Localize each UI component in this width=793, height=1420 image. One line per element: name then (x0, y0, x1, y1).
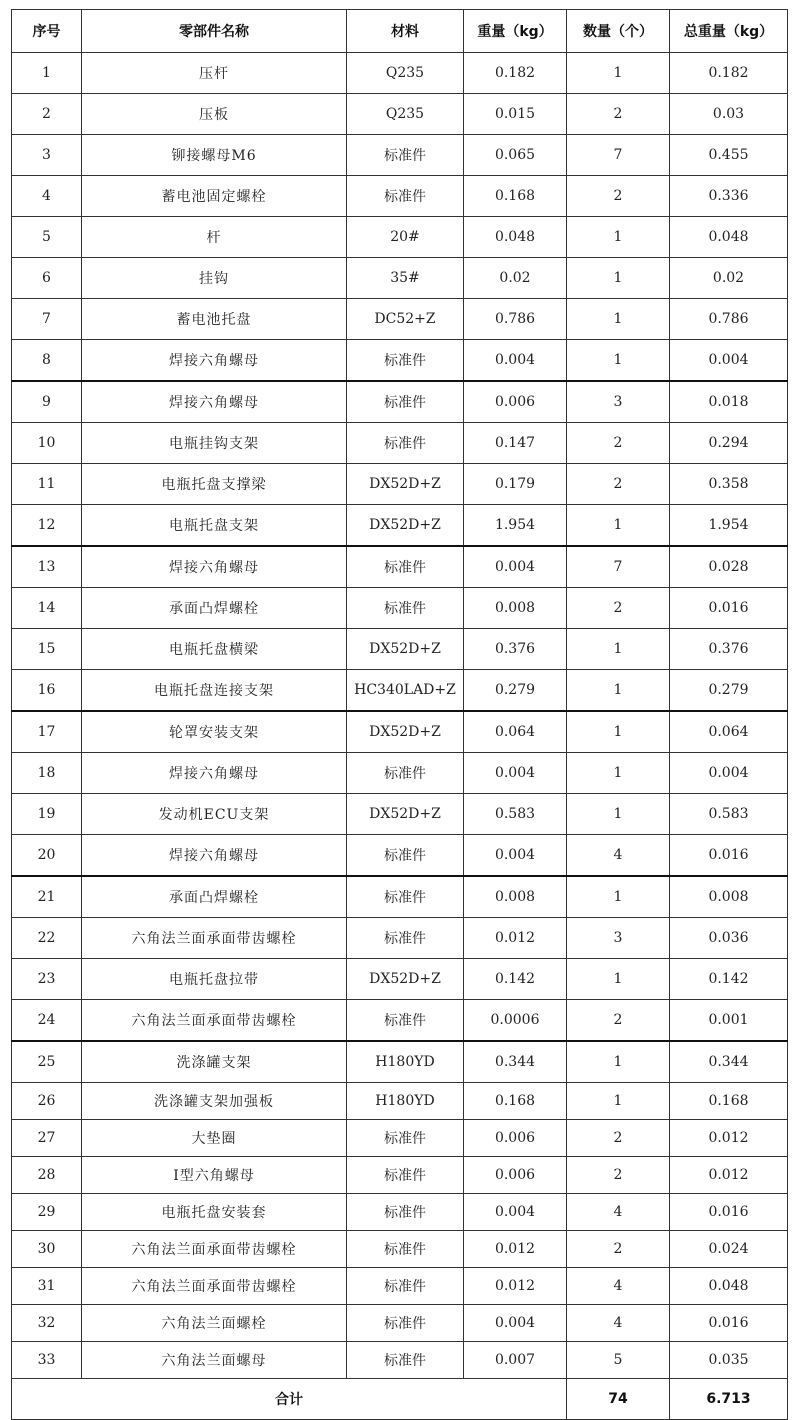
cell-material: H180YD (347, 1083, 464, 1120)
cell-part-name: 压板 (82, 94, 347, 135)
table-row (12, 1120, 788, 1157)
cell-unit-weight: 0.182 (464, 53, 567, 94)
cell-unit-weight: 0.004 (464, 1305, 567, 1342)
cell-unit-weight: 0.012 (464, 1268, 567, 1305)
cell-index: 16 (12, 670, 82, 712)
cell-unit-weight: 0.004 (464, 753, 567, 794)
total-quantity: 74 (567, 1379, 670, 1420)
table-row (12, 217, 788, 258)
cell-unit-weight: 0.279 (464, 670, 567, 712)
cell-material: DX52D+Z (347, 629, 464, 670)
cell-part-name: 蓄电池托盘 (82, 299, 347, 340)
cell-unit-weight: 0.006 (464, 1120, 567, 1157)
cell-part-name: 电瓶托盘支架 (82, 505, 347, 547)
cell-unit-weight: 0.168 (464, 1083, 567, 1120)
cell-material: 标准件 (347, 546, 464, 588)
cell-quantity: 1 (567, 217, 670, 258)
cell-quantity: 2 (567, 94, 670, 135)
cell-material: 标准件 (347, 1120, 464, 1157)
cell-index: 24 (12, 1000, 82, 1042)
cell-index: 26 (12, 1083, 82, 1120)
cell-index: 31 (12, 1268, 82, 1305)
table-row (12, 588, 788, 629)
cell-index: 19 (12, 794, 82, 835)
cell-quantity: 7 (567, 135, 670, 176)
cell-total-weight: 0.02 (670, 258, 788, 299)
cell-total-weight: 0.583 (670, 794, 788, 835)
cell-index: 23 (12, 959, 82, 1000)
cell-total-weight: 0.016 (670, 1194, 788, 1231)
cell-total-weight: 0.012 (670, 1157, 788, 1194)
cell-total-weight: 0.004 (670, 340, 788, 382)
cell-unit-weight: 0.376 (464, 629, 567, 670)
cell-total-weight: 0.004 (670, 753, 788, 794)
cell-quantity: 2 (567, 1120, 670, 1157)
cell-material: DX52D+Z (347, 794, 464, 835)
cell-index: 10 (12, 423, 82, 464)
cell-material: 20# (347, 217, 464, 258)
cell-part-name: 杆 (82, 217, 347, 258)
cell-material: 标准件 (347, 1268, 464, 1305)
table-row (12, 53, 788, 94)
table-row (12, 918, 788, 959)
cell-quantity: 4 (567, 1268, 670, 1305)
cell-index: 11 (12, 464, 82, 505)
cell-material: DC52+Z (347, 299, 464, 340)
cell-total-weight: 0.036 (670, 918, 788, 959)
cell-total-weight: 0.182 (670, 53, 788, 94)
table-row (12, 835, 788, 877)
cell-index: 6 (12, 258, 82, 299)
cell-unit-weight: 0.015 (464, 94, 567, 135)
cell-quantity: 1 (567, 629, 670, 670)
cell-quantity: 2 (567, 464, 670, 505)
cell-unit-weight: 0.179 (464, 464, 567, 505)
cell-total-weight: 0.064 (670, 711, 788, 753)
table-row (12, 1231, 788, 1268)
cell-part-name: 电瓶托盘连接支架 (82, 670, 347, 712)
cell-index: 32 (12, 1305, 82, 1342)
cell-quantity: 1 (567, 53, 670, 94)
table-row (12, 299, 788, 340)
cell-total-weight: 0.344 (670, 1041, 788, 1083)
cell-index: 15 (12, 629, 82, 670)
table-row (12, 670, 788, 712)
cell-quantity: 1 (567, 505, 670, 547)
cell-part-name: 焊接六角螺母 (82, 753, 347, 794)
cell-unit-weight: 0.007 (464, 1342, 567, 1379)
cell-unit-weight: 0.008 (464, 588, 567, 629)
cell-material: 标准件 (347, 1231, 464, 1268)
cell-total-weight: 0.008 (670, 876, 788, 918)
cell-part-name: 蓄电池固定螺栓 (82, 176, 347, 217)
cell-part-name: I型六角螺母 (82, 1157, 347, 1194)
cell-total-weight: 1.954 (670, 505, 788, 547)
cell-part-name: 洗涤罐支架 (82, 1041, 347, 1083)
cell-quantity: 1 (567, 959, 670, 1000)
table-body-main (12, 53, 788, 1083)
cell-quantity: 4 (567, 835, 670, 877)
table-row (12, 876, 788, 918)
cell-material: 标准件 (347, 340, 464, 382)
header-total-weight: 总重量（kg） (670, 10, 788, 53)
cell-total-weight: 0.001 (670, 1000, 788, 1042)
cell-quantity: 7 (567, 546, 670, 588)
cell-quantity: 4 (567, 1305, 670, 1342)
cell-material: 标准件 (347, 1342, 464, 1379)
cell-material: 标准件 (347, 918, 464, 959)
cell-part-name: 承面凸焊螺栓 (82, 876, 347, 918)
cell-part-name: 铆接螺母M6 (82, 135, 347, 176)
cell-index: 14 (12, 588, 82, 629)
cell-total-weight: 0.035 (670, 1342, 788, 1379)
cell-part-name: 电瓶挂钩支架 (82, 423, 347, 464)
cell-unit-weight: 0.012 (464, 1231, 567, 1268)
cell-unit-weight: 0.006 (464, 1157, 567, 1194)
cell-part-name: 焊接六角螺母 (82, 340, 347, 382)
table-body-tail (12, 1083, 788, 1379)
table-row (12, 1194, 788, 1231)
cell-material: DX52D+Z (347, 711, 464, 753)
table-row (12, 423, 788, 464)
cell-unit-weight: 0.006 (464, 381, 567, 423)
cell-part-name: 大垫圈 (82, 1120, 347, 1157)
cell-material: 标准件 (347, 176, 464, 217)
cell-index: 20 (12, 835, 82, 877)
cell-material: 标准件 (347, 1000, 464, 1042)
cell-unit-weight: 0.004 (464, 835, 567, 877)
cell-index: 27 (12, 1120, 82, 1157)
cell-quantity: 1 (567, 1041, 670, 1083)
cell-quantity: 2 (567, 176, 670, 217)
header-unit-weight: 重量（kg） (464, 10, 567, 53)
table-row (12, 1268, 788, 1305)
table-row (12, 1342, 788, 1379)
cell-material: 标准件 (347, 423, 464, 464)
table-row (12, 546, 788, 588)
cell-total-weight: 0.018 (670, 381, 788, 423)
cell-part-name: 六角法兰面螺栓 (82, 1305, 347, 1342)
cell-index: 4 (12, 176, 82, 217)
cell-part-name: 六角法兰面承面带齿螺栓 (82, 1231, 347, 1268)
cell-unit-weight: 0.344 (464, 1041, 567, 1083)
cell-unit-weight: 0.786 (464, 299, 567, 340)
table-row (12, 1305, 788, 1342)
header-index: 序号 (12, 10, 82, 53)
cell-part-name: 六角法兰面承面带齿螺栓 (82, 1268, 347, 1305)
cell-quantity: 2 (567, 1000, 670, 1042)
cell-index: 13 (12, 546, 82, 588)
cell-part-name: 轮罩安装支架 (82, 711, 347, 753)
cell-index: 25 (12, 1041, 82, 1083)
cell-quantity: 1 (567, 711, 670, 753)
cell-index: 7 (12, 299, 82, 340)
cell-part-name: 洗涤罐支架加强板 (82, 1083, 347, 1120)
cell-part-name: 焊接六角螺母 (82, 546, 347, 588)
cell-index: 30 (12, 1231, 82, 1268)
cell-material: HC340LAD+Z (347, 670, 464, 712)
cell-index: 17 (12, 711, 82, 753)
cell-quantity: 1 (567, 340, 670, 382)
cell-index: 28 (12, 1157, 82, 1194)
cell-total-weight: 0.142 (670, 959, 788, 1000)
cell-material: 标准件 (347, 1157, 464, 1194)
header-quantity: 数量（个） (567, 10, 670, 53)
cell-quantity: 5 (567, 1342, 670, 1379)
cell-total-weight: 0.048 (670, 217, 788, 258)
cell-part-name: 挂钩 (82, 258, 347, 299)
cell-total-weight: 0.012 (670, 1120, 788, 1157)
table-row (12, 94, 788, 135)
cell-index: 22 (12, 918, 82, 959)
cell-part-name: 承面凸焊螺栓 (82, 588, 347, 629)
cell-total-weight: 0.376 (670, 629, 788, 670)
cell-material: 标准件 (347, 588, 464, 629)
cell-total-weight: 0.03 (670, 94, 788, 135)
cell-unit-weight: 0.004 (464, 546, 567, 588)
cell-material: 标准件 (347, 1305, 464, 1342)
cell-unit-weight: 0.142 (464, 959, 567, 1000)
cell-quantity: 1 (567, 876, 670, 918)
table-row (12, 340, 788, 382)
header-part-name: 零部件名称 (82, 10, 347, 53)
cell-material: DX52D+Z (347, 959, 464, 1000)
table-row (12, 1041, 788, 1083)
cell-part-name: 电瓶托盘支撑梁 (82, 464, 347, 505)
cell-unit-weight: 0.004 (464, 1194, 567, 1231)
table-row (12, 464, 788, 505)
table-row (12, 794, 788, 835)
cell-total-weight: 0.028 (670, 546, 788, 588)
cell-unit-weight: 0.004 (464, 340, 567, 382)
cell-material: 35# (347, 258, 464, 299)
cell-total-weight: 0.048 (670, 1268, 788, 1305)
cell-total-weight: 0.455 (670, 135, 788, 176)
parts-weight-sheet (11, 9, 787, 1420)
cell-total-weight: 0.016 (670, 1305, 788, 1342)
cell-quantity: 1 (567, 753, 670, 794)
cell-total-weight: 0.294 (670, 423, 788, 464)
cell-total-weight: 0.168 (670, 1083, 788, 1120)
cell-material: 标准件 (347, 381, 464, 423)
cell-quantity: 1 (567, 794, 670, 835)
cell-quantity: 1 (567, 1083, 670, 1120)
cell-unit-weight: 0.064 (464, 711, 567, 753)
cell-part-name: 焊接六角螺母 (82, 835, 347, 877)
cell-index: 33 (12, 1342, 82, 1379)
cell-index: 9 (12, 381, 82, 423)
cell-part-name: 电瓶托盘拉带 (82, 959, 347, 1000)
cell-material: DX52D+Z (347, 464, 464, 505)
cell-material: Q235 (347, 94, 464, 135)
cell-material: 标准件 (347, 876, 464, 918)
cell-material: Q235 (347, 53, 464, 94)
cell-quantity: 4 (567, 1194, 670, 1231)
cell-index: 1 (12, 53, 82, 94)
cell-unit-weight: 0.012 (464, 918, 567, 959)
table-row (12, 1083, 788, 1120)
cell-part-name: 六角法兰面螺母 (82, 1342, 347, 1379)
table-row (12, 1000, 788, 1042)
table-header-row (12, 10, 788, 53)
cell-material: 标准件 (347, 753, 464, 794)
cell-quantity: 1 (567, 670, 670, 712)
table-row (12, 629, 788, 670)
cell-material: 标准件 (347, 135, 464, 176)
cell-quantity: 1 (567, 258, 670, 299)
cell-unit-weight: 1.954 (464, 505, 567, 547)
cell-part-name: 电瓶托盘安装套 (82, 1194, 347, 1231)
cell-part-name: 压杆 (82, 53, 347, 94)
table-row (12, 753, 788, 794)
total-row (12, 1379, 788, 1420)
cell-unit-weight: 0.065 (464, 135, 567, 176)
cell-material: DX52D+Z (347, 505, 464, 547)
cell-unit-weight: 0.048 (464, 217, 567, 258)
cell-part-name: 发动机ECU支架 (82, 794, 347, 835)
cell-quantity: 2 (567, 423, 670, 464)
cell-unit-weight: 0.0006 (464, 1000, 567, 1042)
cell-index: 12 (12, 505, 82, 547)
cell-index: 8 (12, 340, 82, 382)
total-weight: 6.713 (670, 1379, 788, 1420)
header-material: 材料 (347, 10, 464, 53)
total-label: 合计 (12, 1379, 567, 1420)
table-row (12, 176, 788, 217)
cell-quantity: 1 (567, 299, 670, 340)
cell-index: 21 (12, 876, 82, 918)
cell-material: 标准件 (347, 835, 464, 877)
table-row (12, 258, 788, 299)
table-row (12, 381, 788, 423)
cell-quantity: 3 (567, 918, 670, 959)
cell-index: 29 (12, 1194, 82, 1231)
cell-part-name: 焊接六角螺母 (82, 381, 347, 423)
parts-weight-table (11, 9, 788, 1420)
cell-unit-weight: 0.168 (464, 176, 567, 217)
table-row (12, 711, 788, 753)
cell-quantity: 3 (567, 381, 670, 423)
cell-part-name: 六角法兰面承面带齿螺栓 (82, 918, 347, 959)
cell-quantity: 2 (567, 1157, 670, 1194)
cell-unit-weight: 0.583 (464, 794, 567, 835)
cell-total-weight: 0.786 (670, 299, 788, 340)
cell-total-weight: 0.358 (670, 464, 788, 505)
cell-part-name: 六角法兰面承面带齿螺栓 (82, 1000, 347, 1042)
cell-total-weight: 0.024 (670, 1231, 788, 1268)
cell-index: 18 (12, 753, 82, 794)
cell-unit-weight: 0.008 (464, 876, 567, 918)
cell-index: 3 (12, 135, 82, 176)
cell-part-name: 电瓶托盘横梁 (82, 629, 347, 670)
cell-index: 2 (12, 94, 82, 135)
cell-index: 5 (12, 217, 82, 258)
cell-quantity: 2 (567, 588, 670, 629)
cell-unit-weight: 0.147 (464, 423, 567, 464)
table-row (12, 135, 788, 176)
cell-material: H180YD (347, 1041, 464, 1083)
cell-total-weight: 0.016 (670, 835, 788, 877)
cell-unit-weight: 0.02 (464, 258, 567, 299)
cell-quantity: 2 (567, 1231, 670, 1268)
cell-material: 标准件 (347, 1194, 464, 1231)
cell-total-weight: 0.016 (670, 588, 788, 629)
table-row (12, 959, 788, 1000)
table-row (12, 1157, 788, 1194)
cell-total-weight: 0.336 (670, 176, 788, 217)
table-row (12, 505, 788, 547)
cell-total-weight: 0.279 (670, 670, 788, 712)
